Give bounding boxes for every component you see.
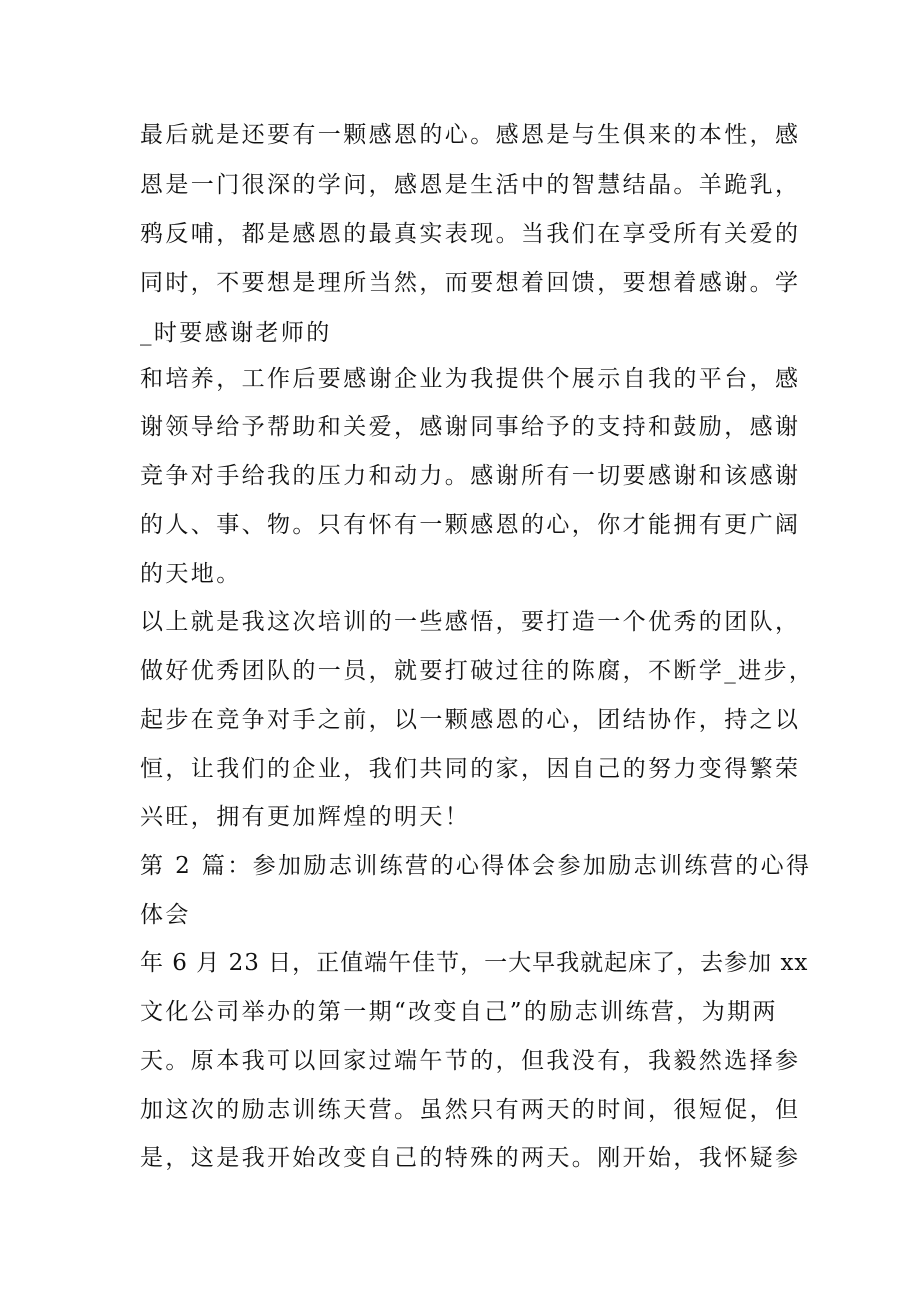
text-line: 加这次的励志训练天营。虽然只有两天的时间，很短促，但 (140, 1097, 801, 1123)
heading-line: 体会 (140, 902, 191, 928)
text-line: 起步在竞争对手之前，以一颗感恩的心，团结协作，持之以 (140, 707, 801, 733)
text-line: 天。原本我可以回家过端午节的，但我没有，我毅然选择参 (140, 1048, 801, 1074)
text-line: 文化公司举办的第一期“改变自己”的励志训练营，为期两 (140, 999, 778, 1025)
text-line: 做好优秀团队的一员，就要打破过往的陈腐，不断学_进步， (140, 658, 815, 684)
text-line: 年 6 月 23 日，正值端午佳节，一大早我就起床了，去参加 xx (140, 950, 809, 976)
text-line: _时要感谢老师的 (140, 320, 332, 346)
text-line: 谢领导给予帮助和关爱，感谢同事给予的支持和鼓励，感谢 (140, 414, 801, 440)
text-line: 的人、事、物。只有怀有一颗感恩的心，你才能拥有更广阔 (140, 512, 801, 538)
text-line: 恒，让我们的企业，我们共同的家，因自己的努力变得繁荣 (140, 756, 801, 782)
text-line: 以上就是我这次培训的一些感悟，要打造一个优秀的团队， (140, 609, 801, 635)
text-line: 的天地。 (140, 561, 242, 587)
heading-line: 第 2 篇：参加励志训练营的心得体会参加励志训练营的心得 (140, 853, 812, 879)
text-line: 兴旺，拥有更加辉煌的明天！ (140, 804, 471, 830)
text-line: 是，这是我开始改变自己的特殊的两天。刚开始，我怀疑参 (140, 1145, 801, 1171)
text-line: 最后就是还要有一颗感恩的心。感恩是与生俱来的本性，感 (140, 122, 801, 148)
text-line: 竞争对手给我的压力和动力。感谢所有一切要感谢和该感谢 (140, 463, 801, 489)
text-line: 和培养，工作后要感谢企业为我提供个展示自我的平台，感 (140, 366, 801, 392)
text-line: 鸦反哺，都是感恩的最真实表现。当我们在享受所有关爱的 (140, 221, 801, 247)
text-line: 恩是一门很深的学问，感恩是生活中的智慧结晶。羊跪乳， (140, 172, 801, 198)
text-line: 同时，不要想是理所当然，而要想着回馈，要想着感谢。学 (140, 270, 801, 296)
